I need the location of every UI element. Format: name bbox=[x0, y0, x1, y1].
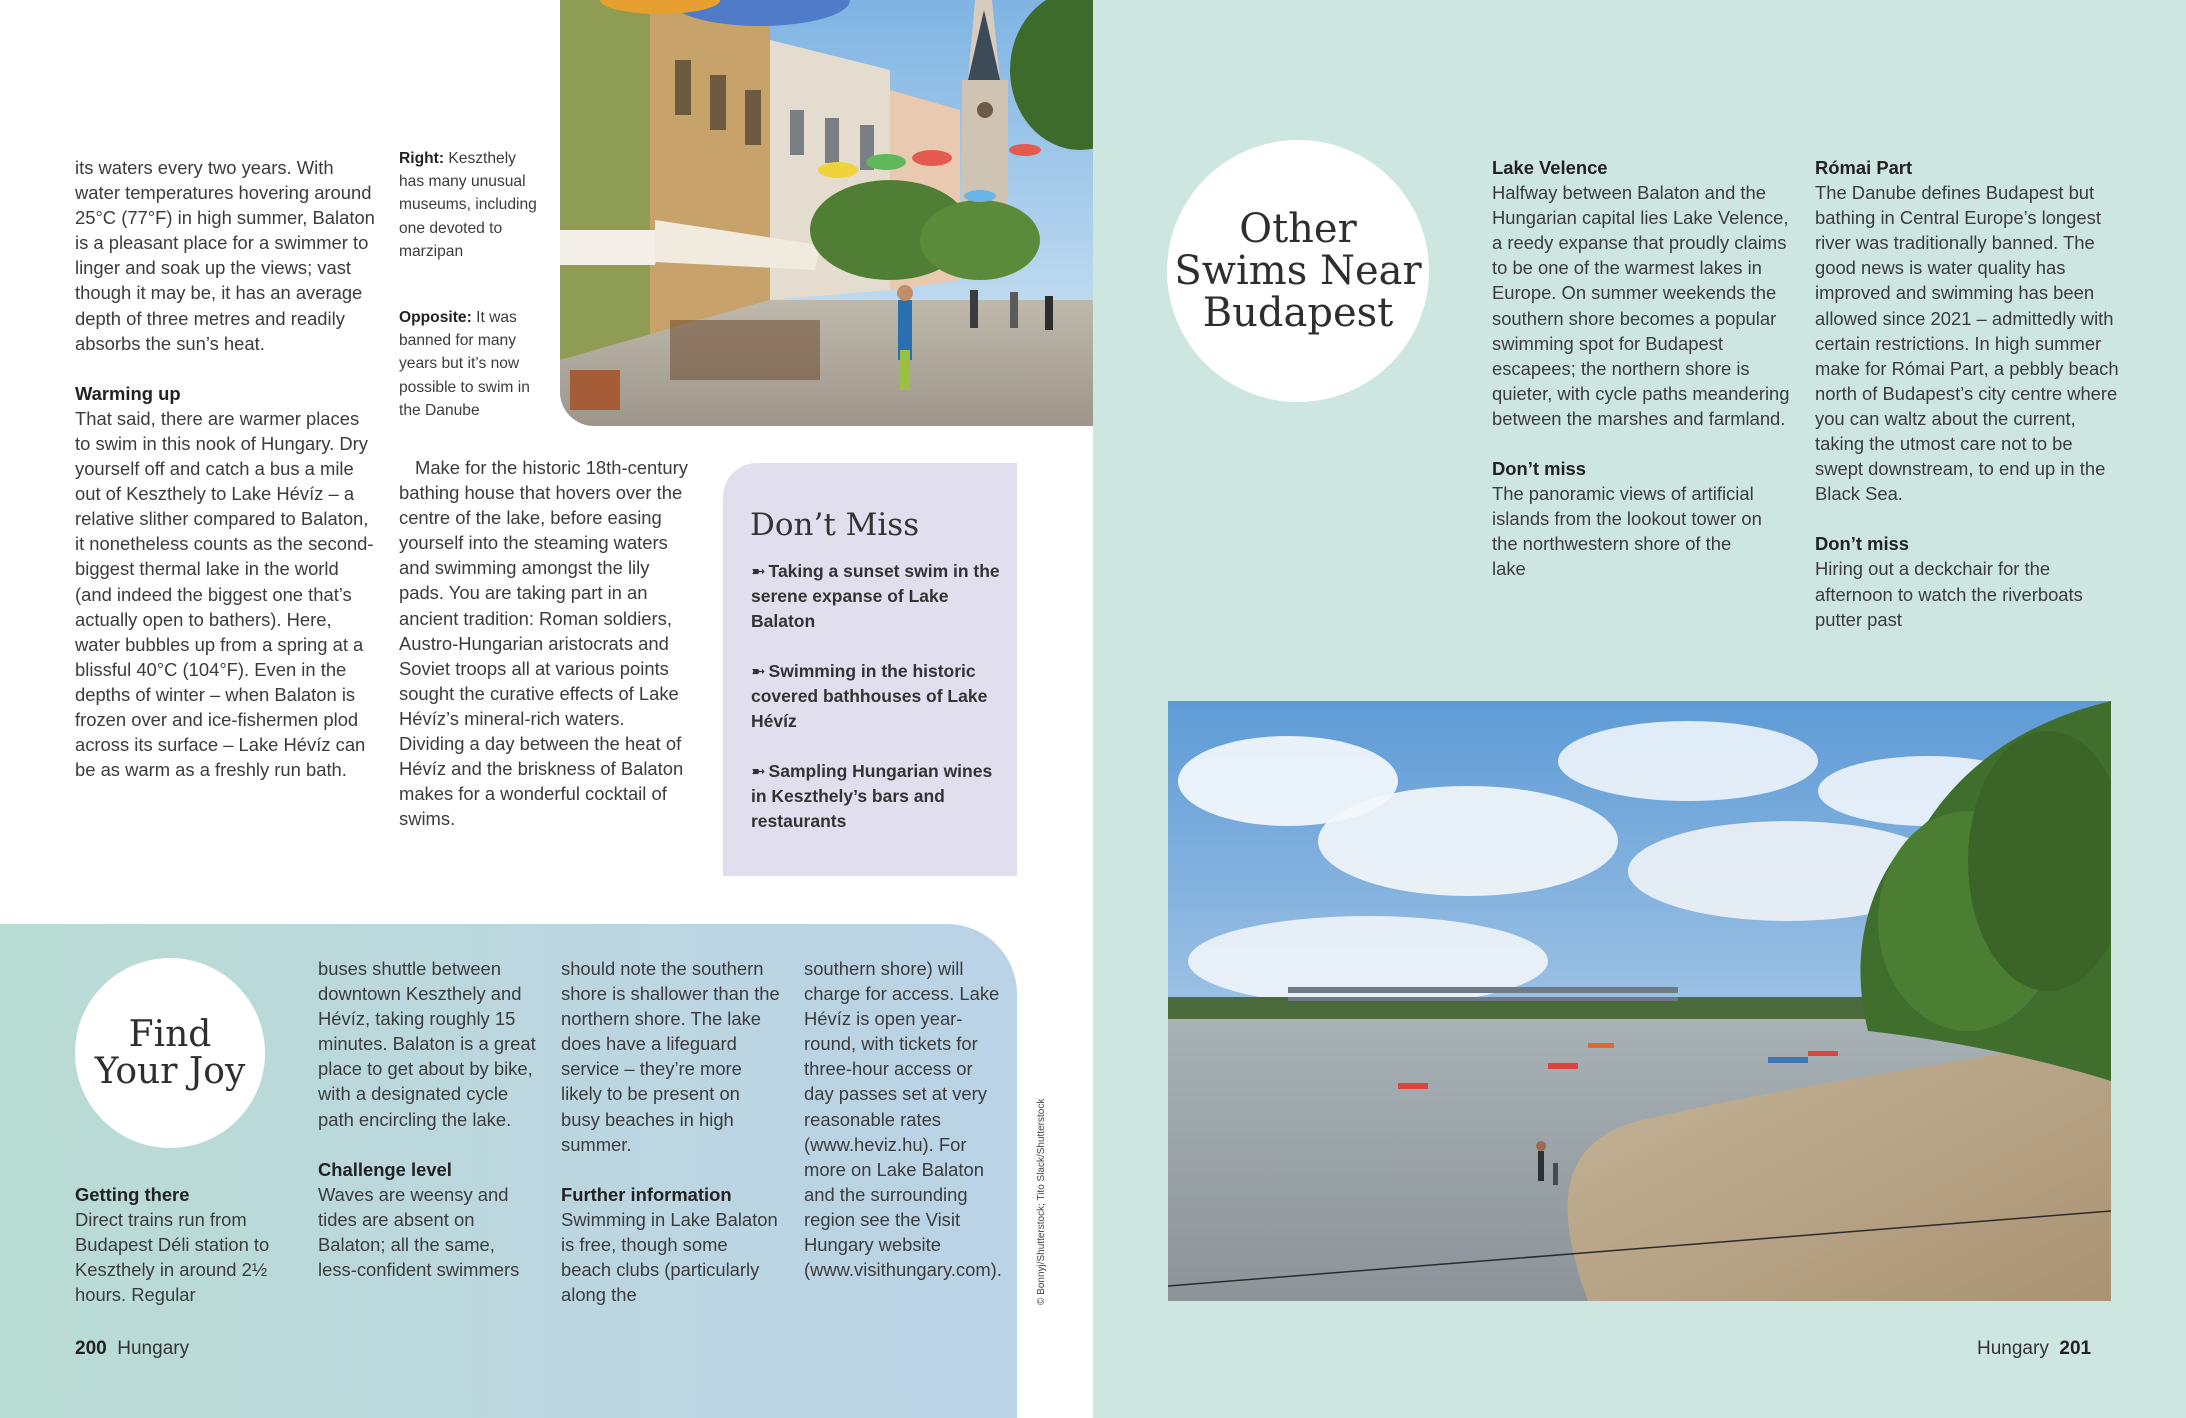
dont-miss-item bbox=[751, 559, 1001, 634]
lake-velence-heading: Lake Velence bbox=[1492, 157, 1608, 178]
romai-part-text: The Danube defines Budapest but bathing in Central Europe’s longest river was traditionally banned. The good news is water quality has improved and swimming has been allowed since 2021 – admittedly with certain restrictions. In high summer make for Római Part, a pebbly beach north of Budapest’s city centre where you can waltz about the current, taking the utmost care not to be swept downstream, to end up in the Black Sea. bbox=[1815, 182, 2119, 505]
lake-velence-dont-miss-heading: Don’t miss bbox=[1492, 458, 1587, 480]
joy-column-4 bbox=[804, 956, 1004, 1282]
romai-part-column bbox=[1815, 155, 2120, 632]
lake-velence-dont-miss-text: The panoramic views of artificial islands from the lookout tower on the northwestern shore of the lake bbox=[1492, 483, 1762, 580]
challenge-level-text: Waves are weensy and tides are absent on Balaton; all the same, less-confident swimmers bbox=[318, 1183, 520, 1281]
dont-miss-item-text: Taking a sunset swim in the serene expanse of Lake Balaton bbox=[751, 561, 1000, 631]
arrow-icon: ➼ bbox=[751, 561, 764, 581]
folio-label-right: Hungary bbox=[1977, 1338, 2049, 1359]
folio-label-left: Hungary bbox=[117, 1338, 190, 1359]
intro-paragraph: its waters every two years. With water temperatures hovering around 25°C (77°F) in high summer, Balaton is a pleasant place for a swimmer to linger and soak up the views; vast though it may be, it has an average depth of three metres and readily absorbs the sun’s heat. bbox=[75, 157, 375, 354]
keszthely-street-illustration bbox=[560, 0, 1093, 426]
warming-up-paragraph: That said, there are warmer places to swim in this nook of Hungary. Dry yourself off and catch a bus a mile out of Keszthely to Lake Hévíz – a relative slither compared to Balaton, it nonetheless counts as the second-biggest thermal lake in the world (and indeed the biggest one that’s actually open to bathers). Here, water bubbles up from a spring at a blissful 40°C (104°F). Even in the depths of winter – when Balaton is frozen over and ice-fishermen plod across its surface – Lake Hévíz can be as warm as a freshly run bath. bbox=[75, 407, 374, 781]
caption-opposite bbox=[399, 306, 539, 422]
access-paragraph: southern shore) will charge for access. Lake Hévíz is open year-round, with tickets for three-hour access or day passes set at very reasonable rates (www.heviz.hu). For more on Lake Balaton and the surrounding region see the Visit Hungary website (www.visithungary.com). bbox=[804, 958, 1002, 1281]
getting-there-column bbox=[75, 1182, 275, 1307]
other-swims-badge bbox=[1167, 140, 1429, 402]
page-number-left: 200 bbox=[75, 1338, 107, 1359]
bathing-house-paragraph: Make for the historic 18th-century bathing house that hovers over the centre of the lake, before easing yourself into the steaming waters and swimming amongst the lily pads. You are taking part in an ancient tradition: Roman soldiers, Austro-Hungarian aristocrats and Soviet troops all at various points sought the curative effects of Lake Hévíz’s mineral-rich waters. Dividing a day between the heat of Hévíz and the briskness of Balaton makes for a wonderful cocktail of swims. bbox=[399, 457, 688, 830]
arrow-icon: ➼ bbox=[751, 761, 764, 781]
other-swims-title-line1: Other bbox=[1239, 206, 1357, 252]
dont-miss-item-text: Sampling Hungarian wines in Keszthely’s bars and restaurants bbox=[751, 761, 993, 831]
joy-column-3 bbox=[561, 956, 781, 1307]
danube-beach-photo bbox=[1168, 701, 2111, 1301]
dont-miss-item bbox=[751, 759, 1001, 834]
dont-miss-item bbox=[751, 659, 1001, 734]
page-number-right: 201 bbox=[2059, 1338, 2092, 1359]
caption-opposite-label: Opposite: bbox=[399, 309, 472, 326]
right-folio bbox=[1977, 1338, 2091, 1360]
caption-right-label: Right: bbox=[399, 150, 445, 167]
dont-miss-title: Don’t Miss bbox=[750, 507, 920, 543]
romai-part-heading: Római Part bbox=[1815, 157, 1913, 178]
dont-miss-box bbox=[723, 463, 1017, 876]
find-your-joy-title-line2: Your Joy bbox=[94, 1051, 246, 1092]
getting-there-heading: Getting there bbox=[75, 1184, 190, 1205]
find-your-joy-badge bbox=[75, 958, 265, 1148]
left-folio bbox=[75, 1338, 189, 1360]
romai-part-dont-miss-heading: Don’t miss bbox=[1815, 533, 1910, 555]
further-information-text: Swimming in Lake Balaton is free, though some beach clubs (particularly along the bbox=[561, 1208, 778, 1306]
other-swims-title-line2: Swims Near bbox=[1174, 248, 1422, 294]
lake-velence-text: Halfway between Balaton and the Hungarian capital lies Lake Velence, a reedy expanse that proudly claims to be one of the warmest lakes in Europe. On summer weekends the southern shore becomes a popular swimming spot for Budapest escapees; the northern shore is quieter, with cycle paths meandering between the marshes and farmland. bbox=[1492, 182, 1790, 429]
caption-opposite-text: It was banned for many years but it’s now possible to swim in the Danube bbox=[399, 309, 530, 419]
arrow-icon: ➼ bbox=[751, 661, 764, 681]
danube-beach-illustration bbox=[1168, 701, 2111, 1301]
other-swims-title-line3: Budapest bbox=[1202, 290, 1394, 336]
romai-part-dont-miss-text: Hiring out a deckchair for the afternoon to watch the riverboats putter past bbox=[1815, 558, 2083, 630]
southern-shore-paragraph: should note the southern shore is shallower than the northern shore. The lake does have a lifeguard service – they’re more likely to be present on busy beaches in high summer. bbox=[561, 958, 780, 1155]
challenge-level-heading: Challenge level bbox=[318, 1158, 452, 1180]
buses-paragraph: buses shuttle between downtown Keszthely and Hévíz, taking roughly 15 minutes. Balaton is a great place to get about by bike, with a designated cycle path encircling the lake. bbox=[318, 958, 536, 1130]
keszthely-street-photo bbox=[560, 0, 1093, 426]
further-information-heading: Further information bbox=[561, 1183, 732, 1205]
lake-velence-column bbox=[1492, 155, 1792, 582]
joy-column-2 bbox=[318, 956, 538, 1282]
caption-right bbox=[399, 147, 539, 263]
caption-right-text: Keszthely has many unusual museums, including one devoted to marzipan bbox=[399, 150, 537, 260]
dont-miss-item-text: Swimming in the historic covered bathhouses of Lake Hévíz bbox=[751, 661, 988, 731]
left-column-1 bbox=[75, 155, 375, 782]
warming-up-heading: Warming up bbox=[75, 382, 181, 404]
left-column-2 bbox=[399, 455, 689, 831]
dont-miss-list bbox=[751, 559, 1001, 834]
find-your-joy-title-line1: Find bbox=[128, 1014, 212, 1055]
getting-there-text: Direct trains run from Budapest Déli station to Keszthely in around 2½ hours. Regular bbox=[75, 1209, 270, 1306]
